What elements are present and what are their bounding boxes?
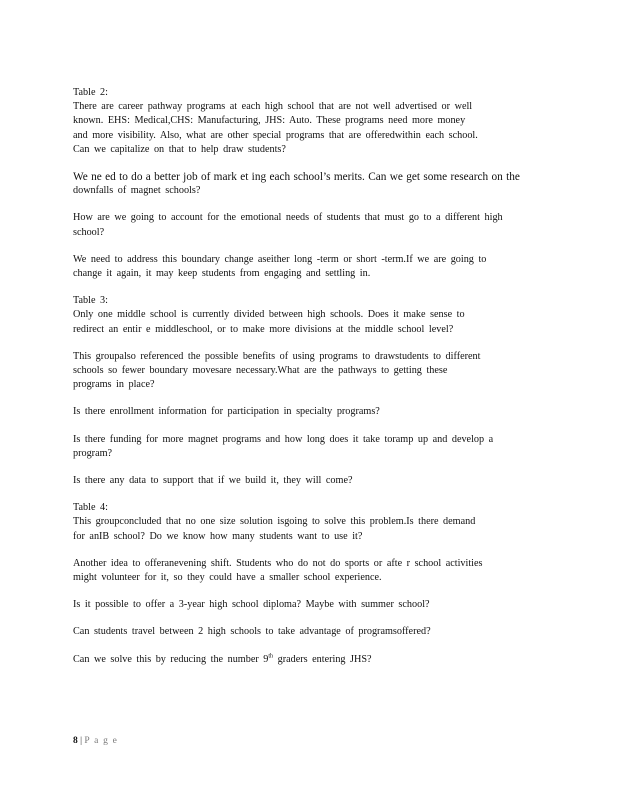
text-line: for anIB school? Do we know how many students want to use it? [73, 530, 363, 542]
text-line: Is it possible to offer a 3-year high school diploma? Maybe with summer school? [73, 599, 430, 611]
text-line: Is there any data to support that if we build it, they will come? [73, 475, 353, 487]
text-line: Can students travel between 2 high schools to take advantage of programsoffered? [73, 626, 431, 638]
heading-table3: Table 3: [73, 295, 108, 307]
paragraph-enrollment [73, 405, 543, 419]
text-line: and more visibility. Also, what are other special programs that are offeredwithin each school. [73, 129, 478, 141]
text-line: schools so fewer boundary movesare necessary.What are the pathways to getting these [73, 365, 448, 377]
document-body [73, 86, 543, 667]
paragraph-evening-shift [73, 557, 543, 585]
text-line: Is there enrollment information for participation in specialty programs? [73, 406, 380, 418]
text-line: change it again, it may keep students from engaging and settling in. [73, 268, 371, 280]
text-line: school? [73, 226, 105, 238]
text-line: redirect an entir e middleschool, or to make more divisions at the middle school level? [73, 323, 454, 335]
page-footer [73, 736, 118, 746]
paragraph-table2 [73, 86, 543, 157]
paragraph-table3 [73, 294, 543, 337]
paragraph-marketing [73, 170, 543, 198]
page-number: 8 [73, 736, 78, 746]
text-fragment: Can we solve this by reducing the number 9 [73, 653, 269, 665]
heading-table2: Table 2: [73, 87, 108, 98]
paragraph-three-year-diploma [73, 598, 543, 612]
text-fragment: graders entering JHS? [273, 653, 372, 665]
text-line: known. EHS: Medical,CHS: Manufacturing, JHS: Auto. These programs need more money [73, 115, 466, 127]
paragraph-travel [73, 625, 543, 639]
text-line: programs in place? [73, 379, 155, 391]
text-line: Only one middle school is currently divided between high schools. Does it make sense to [73, 309, 465, 321]
text-line: How are we going to account for the emotional needs of students that must go to a different high [73, 212, 503, 224]
paragraph-emotional-needs [73, 211, 543, 239]
text-line [73, 653, 543, 667]
text-line: program? [73, 447, 113, 459]
paragraph-programs-benefits [73, 350, 543, 393]
paragraph-funding [73, 433, 543, 461]
text-line: There are career pathway programs at each high school that are not well advertised or well [73, 101, 473, 113]
paragraph-data-support [73, 474, 543, 488]
heading-table4: Table 4: [73, 502, 108, 514]
text-line: We ne ed to do a better job of mark et ing each school’s merits. Can we get some research on the [73, 171, 520, 184]
paragraph-table4 [73, 501, 543, 544]
text-line: This groupconcluded that no one size solution isgoing to solve this problem.Is there demand [73, 516, 476, 528]
text-line: This groupalso referenced the possible benefits of using programs to drawstudents to different [73, 350, 481, 362]
footer-separator: | [77, 736, 85, 746]
text-line: Can we capitalize on that to help draw students? [73, 143, 286, 155]
text-line: We need to address this boundary change aseither long -term or short -term.If we are going to [73, 253, 487, 265]
text-line: Another idea to offeranevening shift. Students who do not do sports or afte r school activities [73, 557, 483, 569]
text-line: Is there funding for more magnet programs and how long does it take toramp up and develop a [73, 433, 494, 445]
text-line: might volunteer for it, so they could have a smaller school experience. [73, 572, 382, 584]
paragraph-boundary-change [73, 253, 543, 281]
ordinal-superscript: th [268, 653, 274, 660]
page-label: P a g e [84, 736, 119, 746]
paragraph-reducing-9th-graders [73, 653, 543, 667]
text-line: downfalls of magnet schools? [73, 185, 201, 197]
